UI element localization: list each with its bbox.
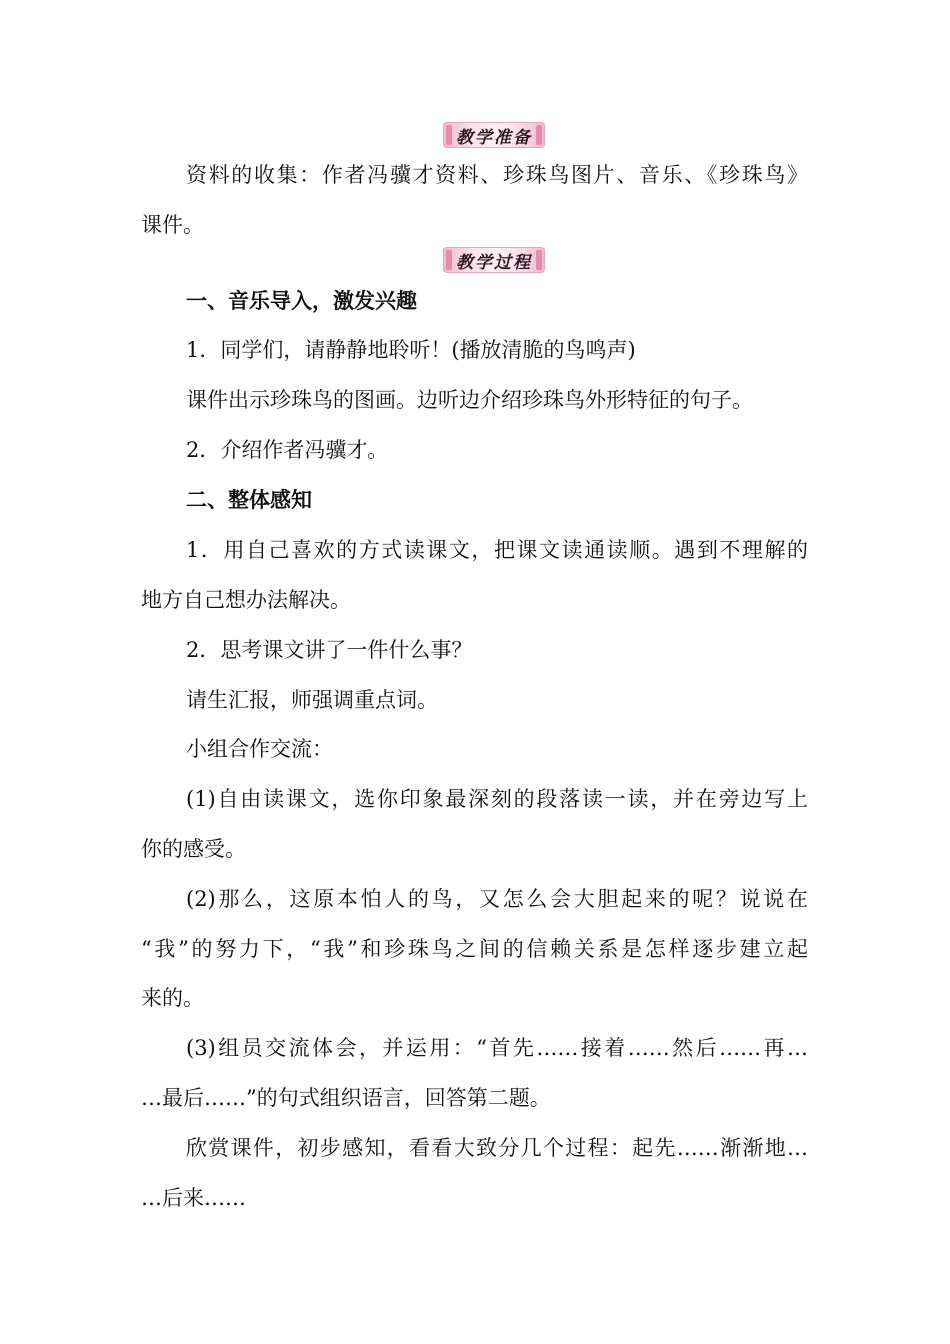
paragraph-line: 小组合作交流：	[186, 737, 333, 761]
paragraph-line: 地方自己想办法解决。	[141, 588, 351, 612]
paragraph-line: …最后……”的句式组织语言，回答第二题。	[141, 1086, 551, 1110]
paragraph-line: …后来……	[141, 1186, 246, 1210]
section-title-preparation: 教学准备	[456, 127, 532, 148]
paragraph-line: 欣赏课件，初步感知，看看大致分几个过程：起先……渐渐地…	[186, 1136, 808, 1160]
section-heading: 二、整体感知	[186, 488, 312, 512]
section-banner-preparation	[443, 122, 545, 148]
paragraph-line: 来的。	[141, 986, 204, 1010]
paragraph-line: 1．用自己喜欢的方式读课文，把课文读通读顺。遇到不理解的	[186, 538, 808, 562]
paragraph-line: 请生汇报，师强调重点词。	[186, 688, 438, 712]
paragraph-line: 课件。	[141, 213, 204, 237]
paragraph-line: 你的感受。	[141, 837, 246, 861]
paragraph-line: (1)自由读课文，选你印象最深刻的段落读一读，并在旁边写上	[186, 787, 808, 811]
paragraph-line: 课件出示珍珠鸟的图画。边听边介绍珍珠鸟外形特征的句子。	[186, 388, 753, 412]
section-title-process: 教学过程	[456, 252, 532, 273]
paragraph-line: 1．同学们，请静静地聆听！(播放清脆的鸟鸣声)	[186, 338, 636, 362]
section-heading: 一、音乐导入，激发兴趣	[186, 289, 417, 313]
paragraph-line: “我”的努力下，“我”和珍珠鸟之间的信赖关系是怎样逐步建立起	[141, 937, 808, 961]
paragraph-line: (2)那么，这原本怕人的鸟，又怎么会大胆起来的呢？说说在	[186, 887, 808, 911]
paragraph-line: (3)组员交流体会，并运用：“首先……接着……然后……再…	[186, 1036, 808, 1060]
paragraph-line: 2．思考课文讲了一件什么事？	[186, 638, 473, 662]
section-banner-process	[443, 247, 545, 273]
paragraph-line: 2．介绍作者冯骥才。	[186, 438, 389, 462]
paragraph-line: 资料的收集：作者冯骥才资料、珍珠鸟图片、音乐、《珍珠鸟》	[186, 163, 808, 187]
